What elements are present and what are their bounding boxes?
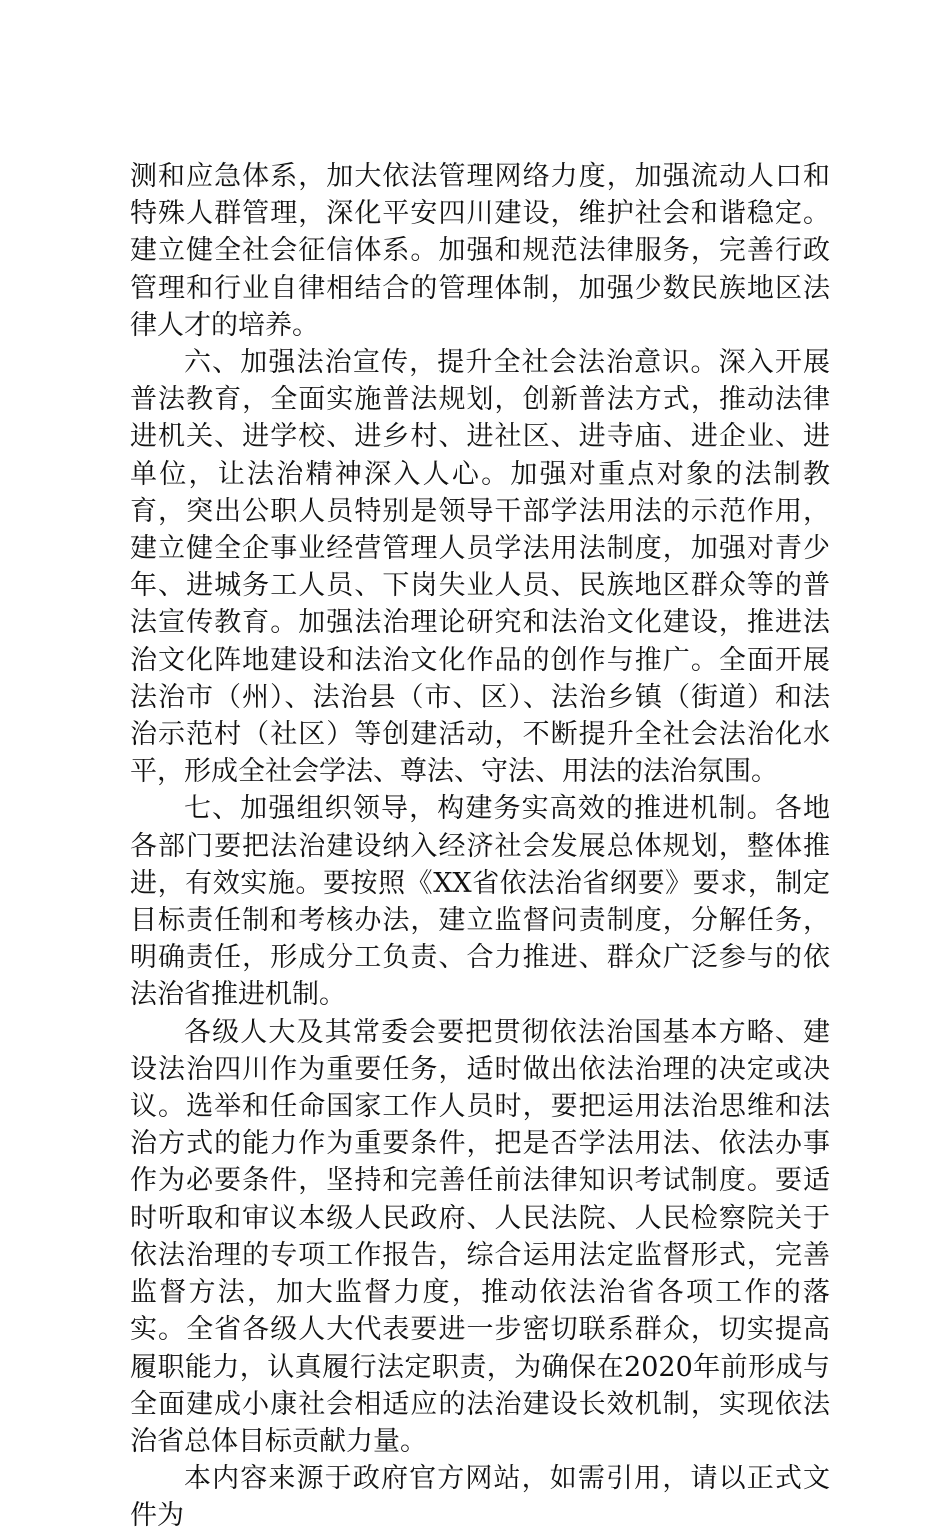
- paragraph-4: 各级人大及其常委会要把贯彻依法治国基本方略、建设法治四川作为重要任务，适时做出依法治理的决定或决议。选举和任命国家工作人员时，要把运用法治思维和法治方式的能力作为重要条件，把是否学法用法、依法办事作为必要条件，坚持和完善任前法律知识考试制度。要适时听取和审议本级人民政府、人民法院、人民检察院关于依法治理的专项工作报告，综合运用法定监督形式，完善监督方法，加大监督力度，推动依法治省各项工作的落实。全省各级人大代表要进一步密切联系群众，切实提高履职能力，认真履行法定职责，为确保在2020年前形成与全面建成小康社会相适应的法治建设长效机制，实现依法治省总体目标贡献力量。: [130, 1016, 830, 1457]
- paragraph-2: 六、加强法治宣传，提升全社会法治意识。深入开展普法教育，全面实施普法规划，创新普法方式，推动法律进机关、进学校、进乡村、进社区、进寺庙、进企业、进单位，让法治精神深入人心。加强对重点对象的法制教育，突出公职人员特别是领导干部学法用法的示范作用，建立健全企事业经营管理人员学法用法制度，加强对青少年、进城务工人员、下岗失业人员、民族地区群众等的普法宣传教育。加强法治理论研究和法治文化建设，推进法治文化阵地建设和法治文化作品的创作与推广。全面开展法治市（州）、法治县（市、区）、法治乡镇（街道）和法治示范村（社区）等创建活动，不断提升全社会法治化水平，形成全社会学法、尊法、守法、用法的法治氛围。: [130, 347, 830, 788]
- document-body: [130, 158, 830, 1535]
- paragraph-5: 本内容来源于政府官方网站，如需引用，请以正式文件为: [130, 1463, 830, 1532]
- paragraph-3: 七、加强组织领导，构建务实高效的推进机制。各地各部门要把法治建设纳入经济社会发展总体规划，整体推进，有效实施。要按照《XX省依法治省纲要》要求，制定目标责任制和考核办法，建立监督问责制度，分解任务，明确责任，形成分工负责、合力推进、群众广泛参与的依法治省推进机制。: [130, 793, 830, 1011]
- paragraph-1: 测和应急体系，加大依法管理网络力度，加强流动人口和特殊人群管理，深化平安四川建设，维护社会和谐稳定。建立健全社会征信体系。加强和规范法律服务，完善行政管理和行业自律相结合的管理体制，加强少数民族地区法律人才的培养。: [130, 161, 830, 341]
